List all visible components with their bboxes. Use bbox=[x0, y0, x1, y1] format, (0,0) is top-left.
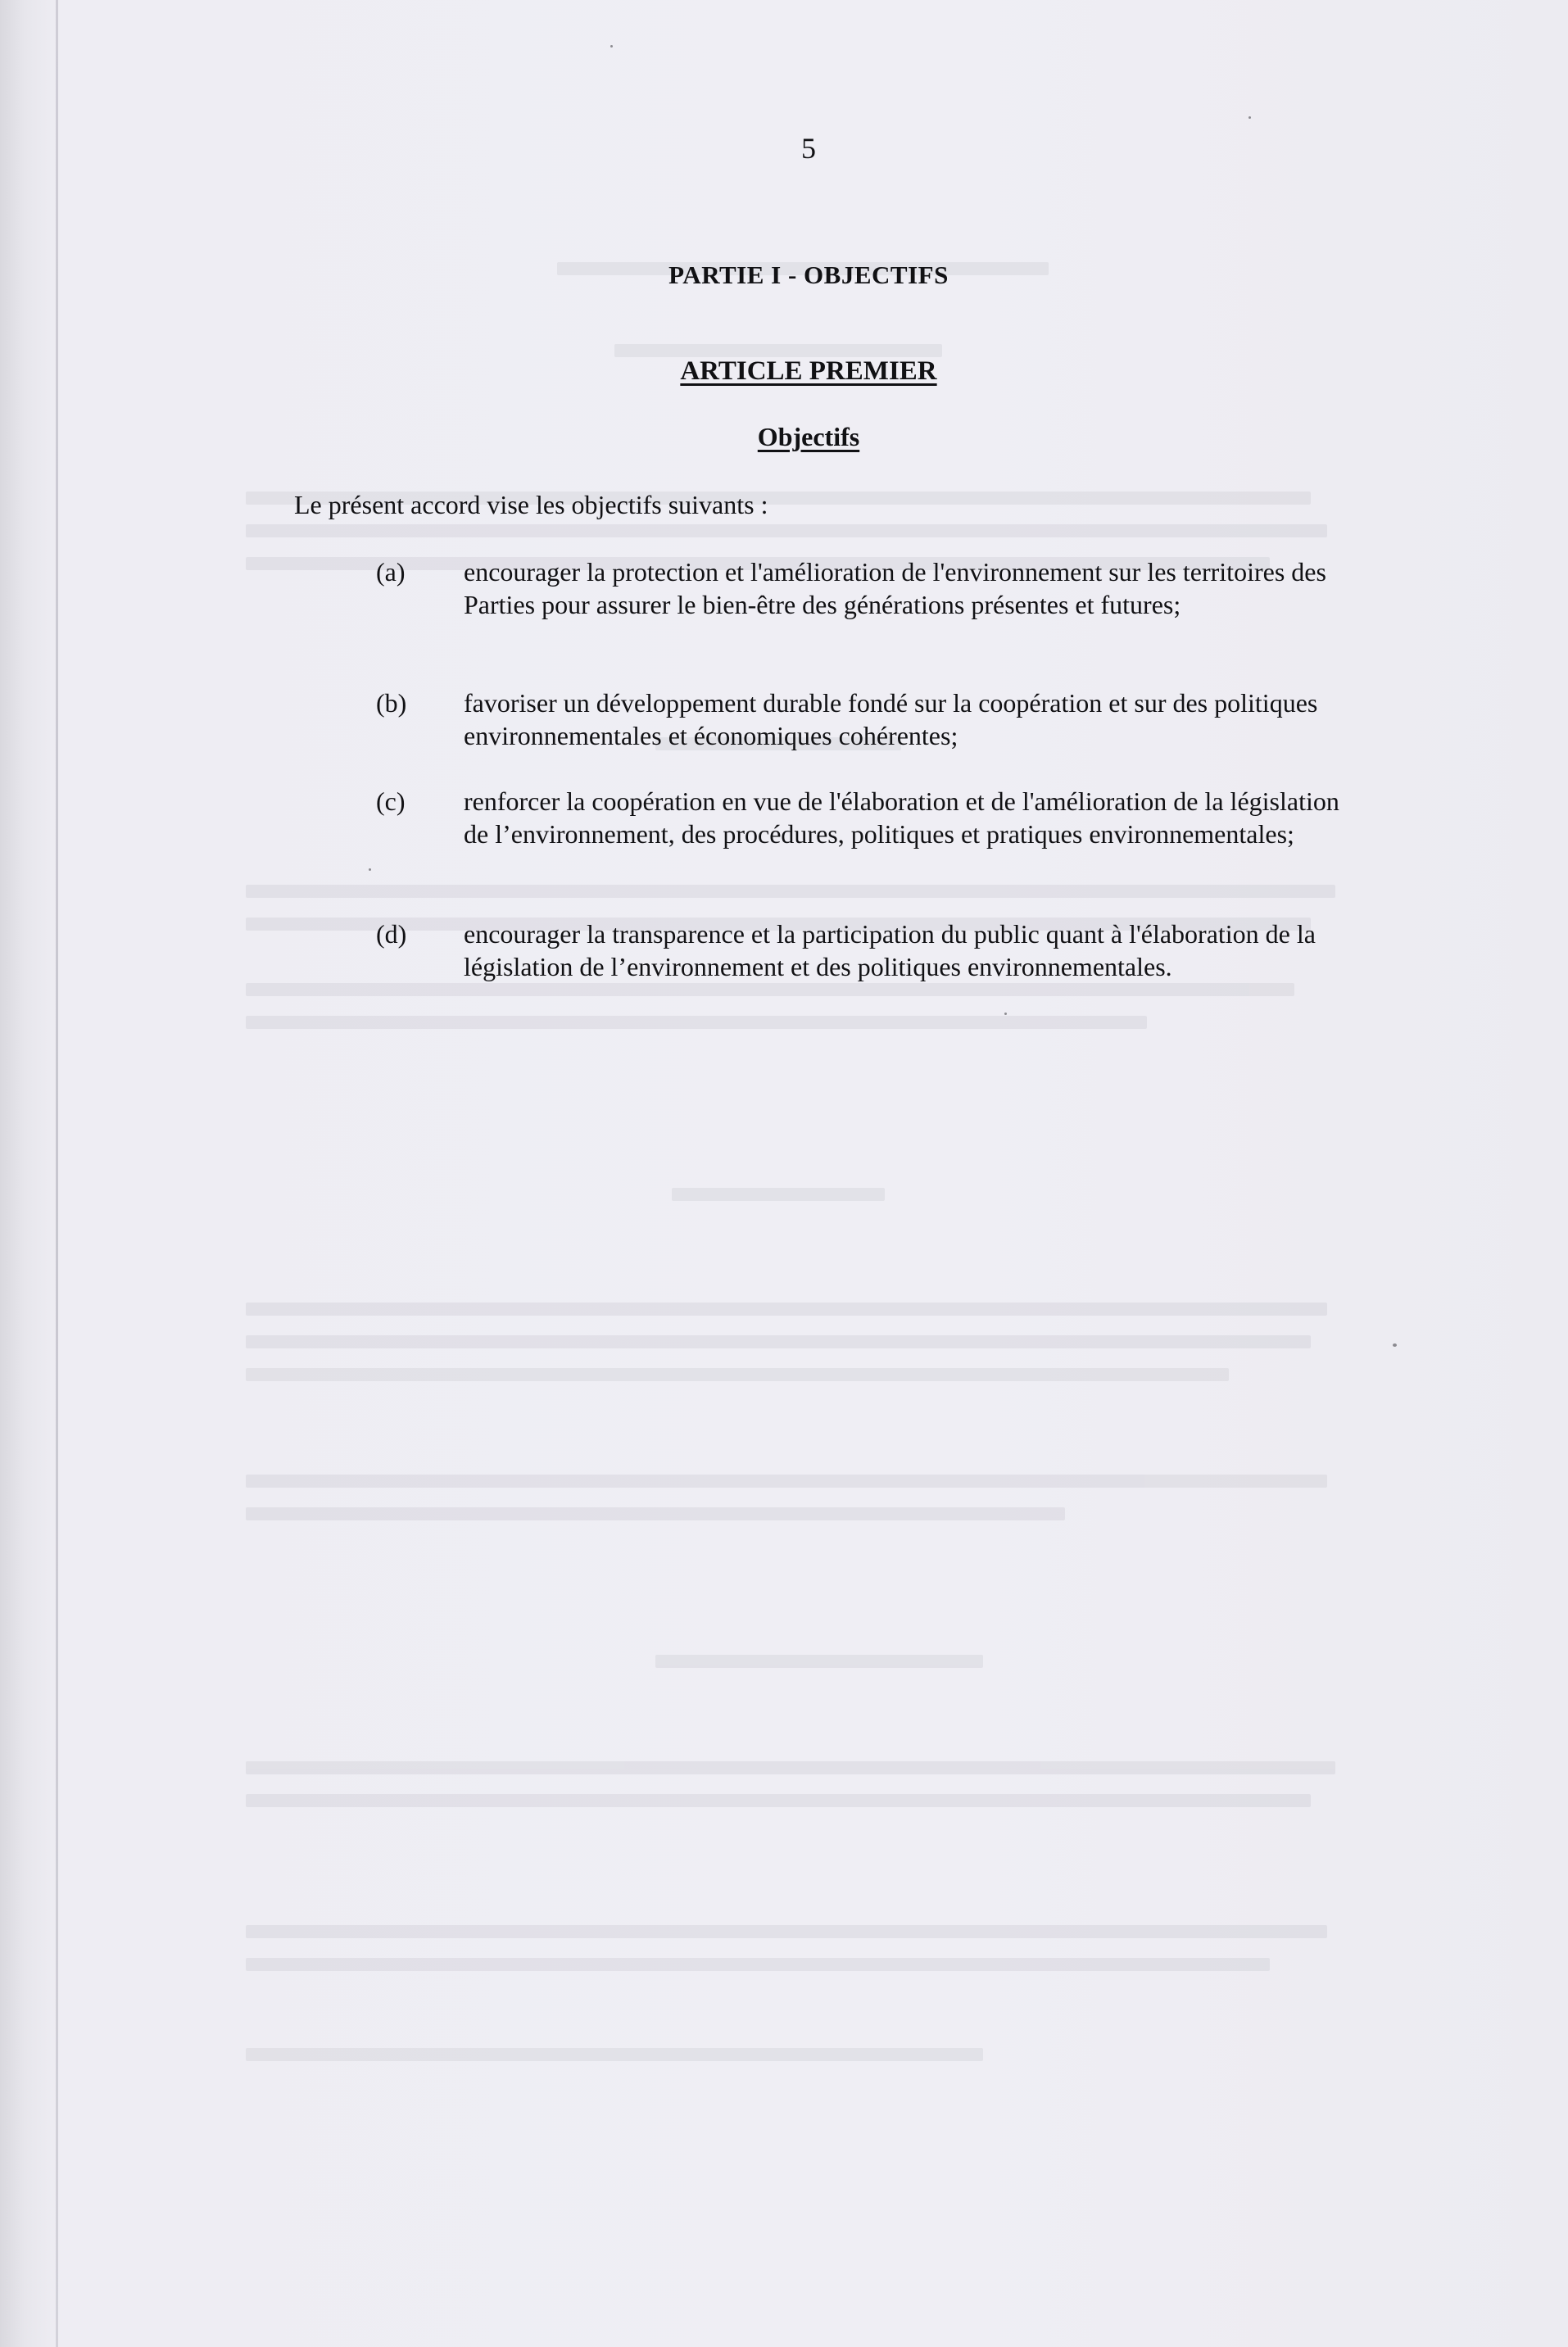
item-letter: (d) bbox=[376, 919, 407, 949]
page-number: 5 bbox=[801, 132, 816, 165]
intro-paragraph: Le présent accord vise les objectifs suivants : bbox=[294, 490, 768, 519]
item-letter: (c) bbox=[376, 786, 406, 816]
item-text: encourager la transparence et la participation du public quant à l'élaboration de la législation de l’environnement et des politiques environnementales. bbox=[464, 919, 1316, 981]
article-heading bbox=[25, 356, 1568, 387]
item-text: renforcer la coopération en vue de l'élaboration et de l'amélioration de la législation de l’environnement, des procédures, politiques et pratiques environnementales; bbox=[464, 786, 1339, 849]
reverse-side-show-through bbox=[246, 246, 1344, 2130]
page-binding-edge bbox=[56, 0, 58, 2347]
item-letter: (b) bbox=[376, 688, 407, 718]
item-text: favoriser un développement durable fondé sur la coopération et sur des politiques environnementales et économiques cohérentes; bbox=[464, 688, 1318, 750]
article-subheading-text: Objectifs bbox=[757, 422, 860, 451]
article-subheading bbox=[25, 422, 1568, 452]
item-letter: (a) bbox=[376, 557, 406, 587]
item-text: encourager la protection et l'amélioration de l'environnement sur les territoires des Parties pour assurer le bien-être des générations présentes et futures; bbox=[464, 557, 1326, 619]
article-heading-text: ARTICLE PREMIER bbox=[680, 356, 937, 386]
part-heading: PARTIE I - OBJECTIFS bbox=[668, 261, 949, 289]
